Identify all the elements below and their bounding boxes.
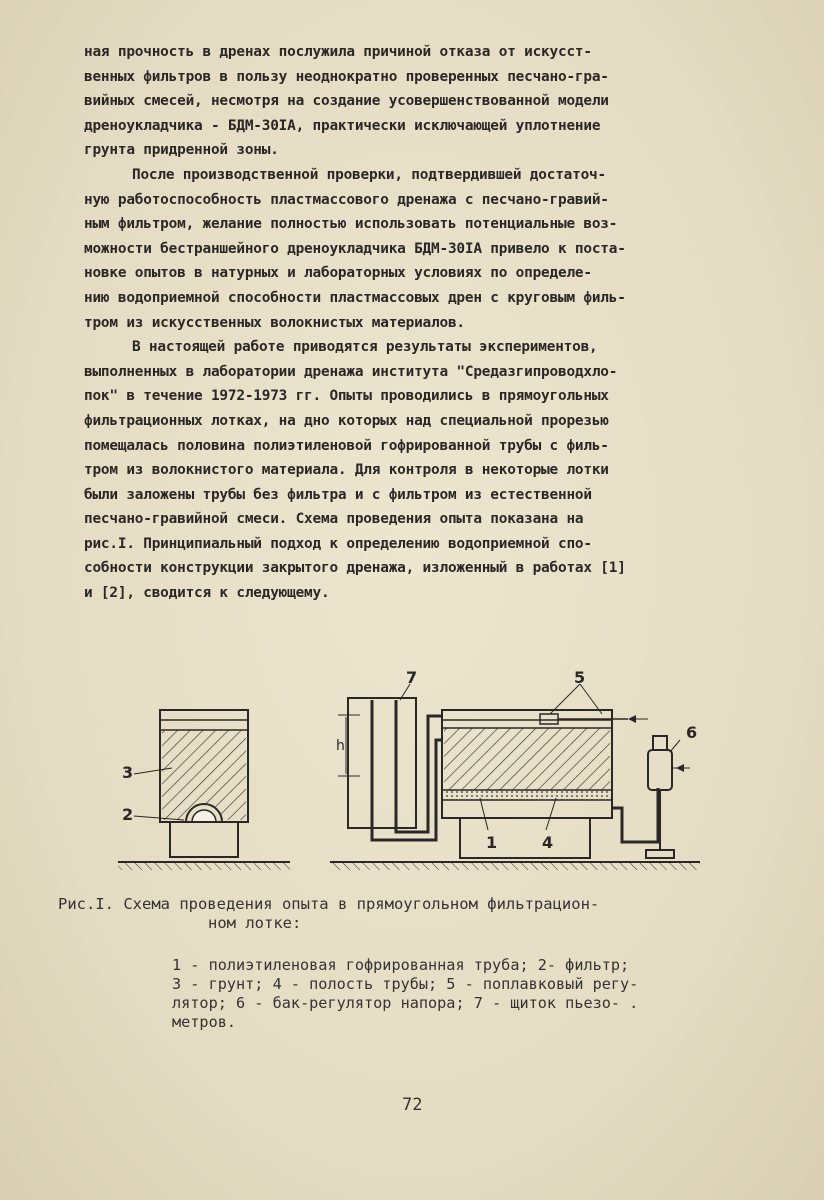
body-text: [84, 40, 784, 606]
text-line: грунта придренной зоны.: [84, 142, 279, 159]
caption-line: Рис.I. Схема проведения опыта в прямоугольном фильтрацион-: [58, 895, 600, 913]
longitudinal-view: [330, 684, 700, 870]
label-7: 7: [406, 670, 418, 687]
text-line: выполненных в лаборатории дренажа института "Средазгипроводхло-: [84, 363, 618, 380]
legend-line: 1 - полиэтиленовая гофрированная труба; 2- фильтр;: [172, 956, 630, 974]
text-line: ную работоспособность пластмассового дренажа с песчано-гравий-: [84, 191, 609, 208]
legend-line: лятор; 6 - бак-регулятор напора; 7 - щиток пьезо- .: [172, 994, 639, 1012]
figure-caption: [58, 895, 778, 933]
text-line: пок" в течение 1972-1973 гг. Опыты проводились в прямоугольных: [84, 388, 609, 405]
label-3: 3: [122, 763, 134, 782]
label-1: 1: [486, 833, 498, 852]
text-line: тром из волокнистого материала. Для контроля в некоторые лотки: [84, 462, 609, 479]
text-line: После производственной проверки, подтвердившей достаточ-: [132, 166, 606, 183]
text-line: можности бестраншейного дреноукладчика БДМ-30IА привело к поста-: [84, 240, 626, 257]
text-line: песчано-гравийной смеси. Схема проведения опыта показана на: [84, 511, 584, 528]
page-number: 72: [402, 1095, 423, 1115]
text-line: помещалась половина полиэтиленовой гофрированной трубы с филь-: [84, 437, 609, 454]
text-line: дреноукладчика - БДМ-30IА, практически исключающей уплотнение: [84, 117, 601, 134]
text-line: и [2], сводится к следующему.: [84, 585, 330, 602]
text-line: вийных смесей, несмотря на создание усовершенствованной модели: [84, 93, 609, 110]
cross-section-view: [118, 710, 290, 870]
label-2: 2: [122, 805, 134, 824]
text-line: новке опытов в натурных и лабораторных условиях по определе-: [84, 265, 592, 282]
text-line: были заложены трубы без фильтра и с фильтром из естественной: [84, 486, 592, 503]
text-line: ным фильтром, желание полностью использовать потенциальные воз-: [84, 216, 618, 233]
text-line: нию водоприемной способности пластмассовых дрен с круговым филь-: [84, 289, 626, 306]
legend-line: 3 - грунт; 4 - полость трубы; 5 - поплавковый регу-: [172, 975, 639, 993]
text-line: В настоящей работе приводятся результаты экспериментов,: [132, 339, 598, 356]
legend-line: метров.: [172, 1013, 237, 1031]
figure-legend: [172, 956, 772, 1032]
label-h: h: [336, 738, 345, 754]
text-line: тром из искусственных волокнистых материалов.: [84, 314, 465, 331]
text-line: ная прочность в дренах послужила причиной отказа от искусст-: [84, 44, 592, 60]
text-line: венных фильтров в пользу неоднократно проверенных песчано-гра-: [84, 68, 609, 85]
experiment-scheme-diagram: [110, 670, 740, 900]
text-line: собности конструкции закрытого дренажа, изложенный в работах [1]: [84, 560, 626, 577]
label-5: 5: [574, 670, 586, 687]
label-6: 6: [686, 723, 698, 742]
text-line: фильтрационных лотках, на дно которых над специальной прорезью: [84, 412, 609, 429]
label-4: 4: [542, 833, 554, 852]
text-line: рис.I. Принципиальный подход к определению водоприемной спо-: [84, 535, 592, 552]
caption-line: ном лотке:: [208, 914, 302, 932]
